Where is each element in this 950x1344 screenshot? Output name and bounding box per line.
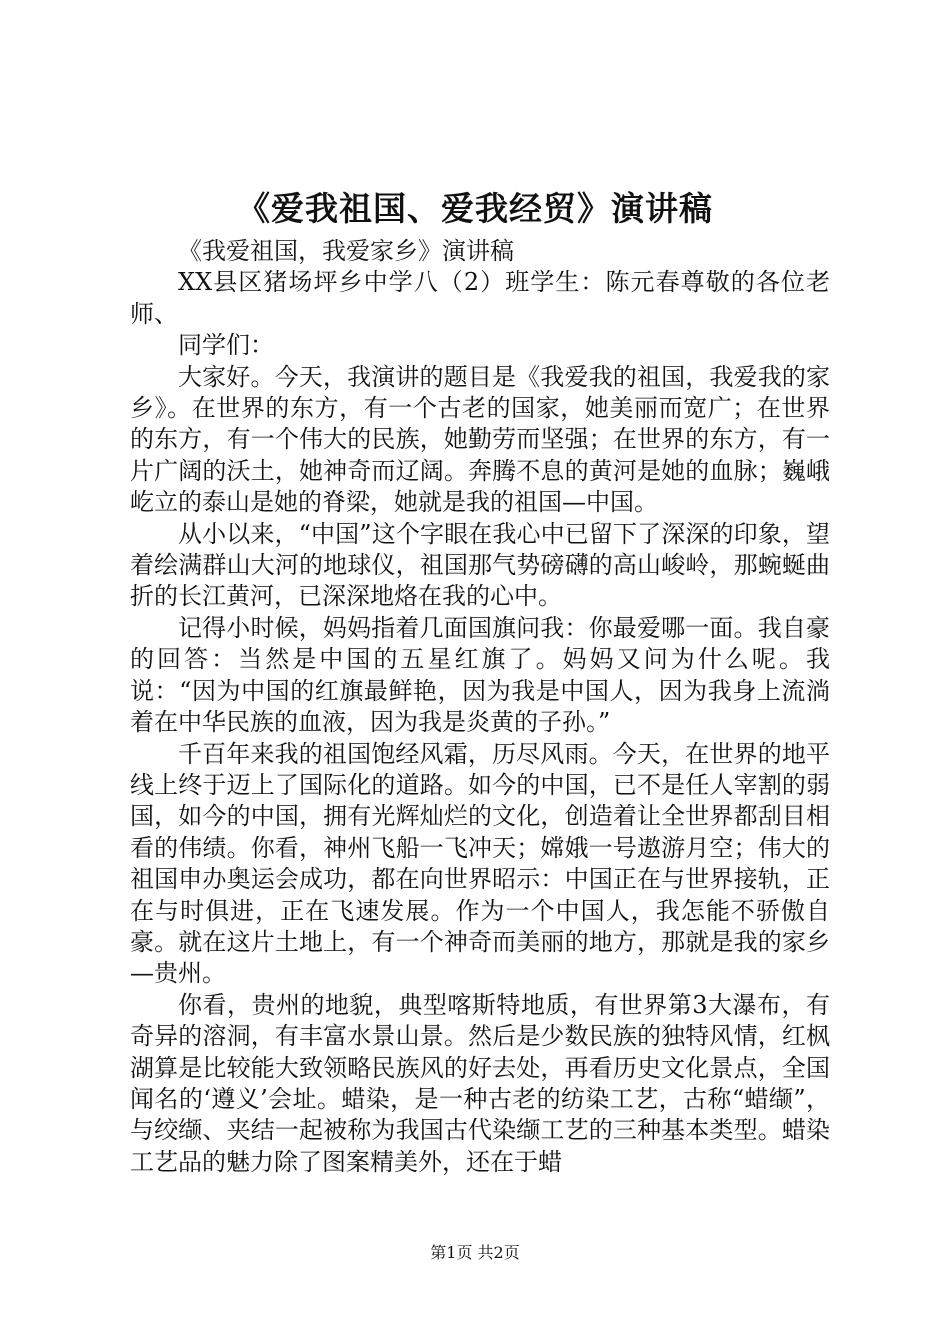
paragraph: 从小以来，“中国”这个字眼在我心中已留下了深深的印象，望着绘满群山大河的地球仪，祖国那气势磅礴的高山峻岭，那蜿蜒曲折的长江黄河，已深深地烙在我的心中。 (130, 519, 830, 611)
page-number-footer: 第1页 共2页 (430, 1243, 520, 1262)
paragraph: 你看，贵州的地貌，典型喀斯特地质，有世界第3大瀑布，有奇异的溶洞，有丰富水景山景。然后是少数民族的独特风情，红枫湖算是比较能大致领略民族风的好去处，再看历史文化景点，全国闻名的‘遵义’会址。蜡染，是一种古老的纺染工艺，古称“蜡缬”，与绞缬、夹结一起被称为我国古代染缬工艺的三种基本类型。蜡染工艺品的魅力除了图案精美外，还在于蜡 (130, 990, 830, 1176)
document-body (130, 236, 830, 1178)
paragraph: 大家好。今天，我演讲的题目是《我爱我的祖国，我爱我的家乡》。在世界的东方，有一个古老的国家，她美丽而宽广；在世界的东方，有一个伟大的民族，她勤劳而坚强；在世界的东方，有一片广阔的沃土，她神奇而辽阔。奔腾不息的黄河是她的血脉；巍峨屹立的泰山是她的脊梁，她就是我的祖国—中国。 (130, 362, 830, 517)
paragraph: 记得小时候，妈妈指着几面国旗问我：你最爱哪一面。我自豪的回答：当然是中国的五星红旗了。妈妈又问为什么呢。我说：“因为中国的红旗最鲜艳，因为我是中国人，因为我身上流淌着在中华民族的血液，因为我是炎黄的子孙。” (130, 613, 830, 737)
document-title: 《爱我祖国、爱我经贸》演讲稿 (237, 189, 713, 228)
paragraph: 千百年来我的祖国饱经风霜，历尽风雨。今天，在世界的地平线上终于迈上了国际化的道路。如今的中国，已不是任人宰割的弱国，如今的中国，拥有光辉灿烂的文化，创造着让全世界都刮目相看的伟绩。你看，神州飞船一飞冲天；嫦娥一号遨游月空；伟大的祖国申办奥运会成功，都在向世界昭示：中国正在与世界接轨，正在与时俱进，正在飞速发展。作为一个中国人，我怎能不骄傲自豪。就在这片土地上，有一个神奇而美丽的地方，那就是我的家乡—贵州。 (130, 739, 830, 988)
paragraph: 同学们： (178, 331, 274, 360)
paragraph: XX县区猪场坪乡中学八（2）班学生：陈元春尊敬的各位老师、 (130, 268, 830, 328)
paragraph: 《我爱祖国，我爱家乡》演讲稿 (178, 237, 514, 265)
